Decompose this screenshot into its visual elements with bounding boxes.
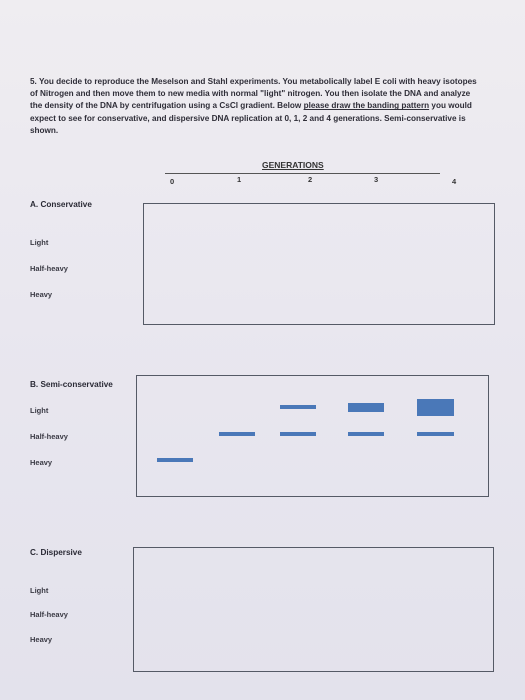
generation-number-3: 3 xyxy=(374,175,379,184)
row-label-half-heavy: Half-heavy xyxy=(30,610,68,619)
generations-axis-line xyxy=(165,173,440,174)
generation-number-2: 2 xyxy=(308,175,313,184)
band-gen3-half-heavy xyxy=(348,432,384,436)
question-prompt xyxy=(30,76,480,137)
generation-number-1: 1 xyxy=(237,175,242,184)
row-label-heavy: Heavy xyxy=(30,458,53,467)
semi-conservative-drawing-box[interactable] xyxy=(136,375,489,497)
row-label-light: Light xyxy=(30,586,49,595)
band-gen3-light xyxy=(348,403,384,412)
row-label-light: Light xyxy=(30,238,49,247)
question-underlined-instruction: please draw the banding pattern xyxy=(303,101,430,111)
generation-number-0: 0 xyxy=(170,177,175,186)
section-title-semi-conservative: B. Semi-conservative xyxy=(30,380,113,389)
generations-title: GENERATIONS xyxy=(262,160,324,170)
band-gen2-light xyxy=(280,405,316,409)
row-label-half-heavy: Half-heavy xyxy=(30,432,68,441)
conservative-drawing-box[interactable] xyxy=(143,203,495,325)
dispersive-drawing-box[interactable] xyxy=(133,547,494,672)
band-gen4-light xyxy=(417,399,454,416)
row-label-light: Light xyxy=(30,406,49,415)
band-gen2-half-heavy xyxy=(280,432,316,436)
generation-number-4: 4 xyxy=(452,177,457,186)
section-title-conservative: A. Conservative xyxy=(30,200,92,209)
row-label-heavy: Heavy xyxy=(30,635,53,644)
question-number: 5. xyxy=(30,77,37,86)
question-text-before: You decide to reproduce the Meselson and Stahl experiments. You metabolically label E coli with heavy isotopes of Nitrogen and then move them to new media with normal "light" nitrogen. You then isolate the DNA and analyze the density of the DNA by centrifugation using a CsCl gradient. Below xyxy=(30,77,477,111)
question-text-after: you would expect to see for conservative, and dispersive DNA replication at 0, 1, 2 and 4 generations. Semi-conservative is shown. xyxy=(30,101,472,135)
band-gen4-half-heavy xyxy=(417,432,454,436)
section-title-dispersive: C. Dispersive xyxy=(30,548,82,557)
row-label-heavy: Heavy xyxy=(30,290,53,299)
band-gen0-heavy xyxy=(157,458,193,462)
row-label-half-heavy: Half-heavy xyxy=(30,264,68,273)
band-gen1-half-heavy xyxy=(219,432,255,436)
